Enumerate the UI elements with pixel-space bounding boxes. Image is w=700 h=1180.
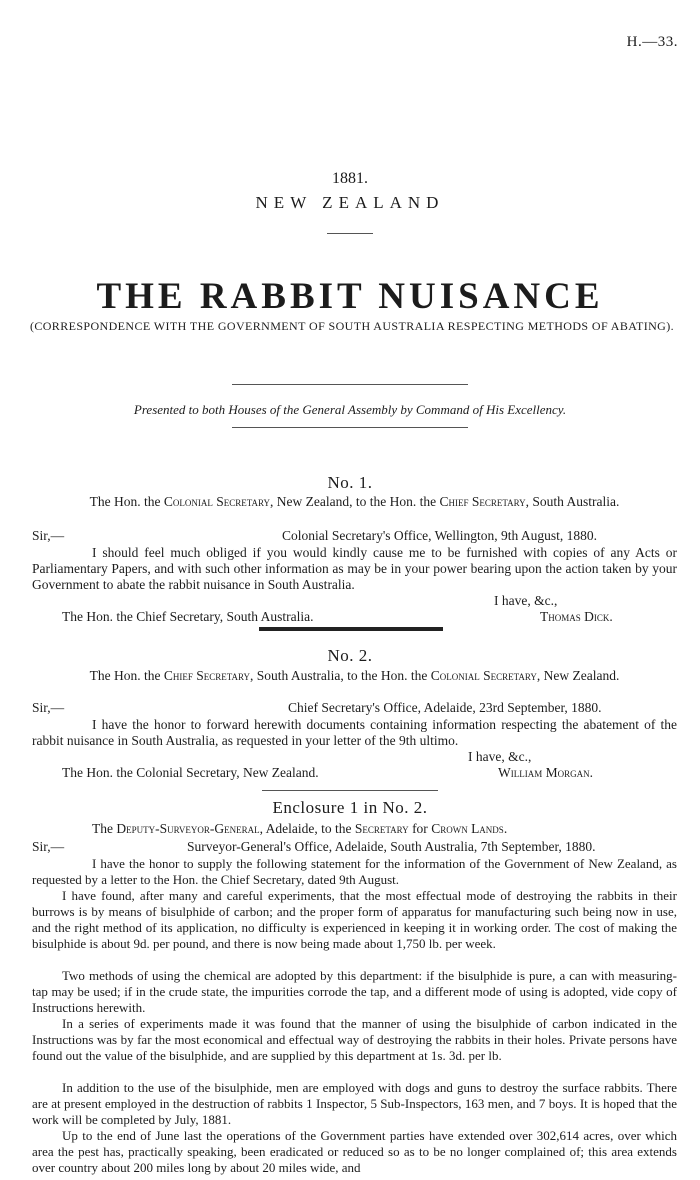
divider-below-presented — [232, 427, 468, 428]
letter-2-salutation: Sir,— — [32, 700, 65, 715]
letter-1-addressee: The Hon. the Chief Secretary, South Australia. — [62, 609, 314, 624]
letter-2-signature: William Morgan. — [498, 765, 593, 780]
parliamentary-paper-reference: H.—33. — [626, 34, 678, 50]
letter-1-signature: Thomas Dick. — [540, 609, 613, 624]
letter-1-heading: The Hon. the Colonial Secretary, New Zealand, to the Hon. the Chief Secretary, South Australia. — [89, 494, 620, 509]
letter-2-dateline: Chief Secretary's Office, Adelaide, 23rd September, 1880. — [288, 700, 602, 715]
letter-2-signoff-row — [32, 765, 677, 782]
short-divider — [327, 233, 373, 234]
letter-1-signoff-row — [32, 609, 677, 626]
enclosure-paragraph-2: I have found, after many and careful experiments, that the most effectual mode of destroying the rabbits in their burrows is by means of bisulphide of carbon; and the proper form of apparatus for manufacturing such being now in use, and the right method of its application, no difficulty is experienced in keeping it in working order. The cost of making the bisulphide is about 9d. per pound, and there is now being made about 1,750 lb. per week. — [32, 888, 677, 951]
enclosure-title: Enclosure 1 in No. 2. — [272, 798, 428, 817]
letter-2-heading: The Hon. the Chief Secretary, South Australia, to the Hon. the Colonial Secretary, New Zealand. — [89, 668, 620, 683]
enclosure-paragraph-4: In a series of experiments made it was found that the manner of using the bisulphide of carbon indicated in the Instructions was by far the most economical and effectual way of destroying the rabbits in their holes. Private persons have found out the value of the bisulphide, and are supplied by this department at 1s. 3d. per lb. — [32, 1016, 677, 1063]
enclosure-paragraph-5: In addition to the use of the bisulphide, men are employed with dogs and guns to destroy the surface rabbits. There are at present employed in the destruction of rabbits 1 Inspector, 5 Sub-Inspectors, 163 men, and 7 boys. It is hoped that the work will be completed by July, 1881. — [32, 1080, 677, 1127]
letter-separator — [259, 627, 443, 631]
letter-2-body: I have the honor to forward herewith documents containing information respecting the abatement of the rabbit nuisance in South Australia, as requested in your letter of the 9th ultimo. — [32, 717, 677, 748]
letter-2-addressee: The Hon. the Colonial Secretary, New Zealand. — [62, 765, 319, 780]
letter-1-closing: I have, &c., — [494, 593, 558, 608]
enclosure-salutation-row — [32, 839, 677, 856]
enclosure-paragraph-3: Two methods of using the chemical are adopted by this department: if the bisulphide is pure, a can with measuring-tap may be used; if in the crude state, the impurities corrode the tap, and a different mode of using is adopted, vide copy of Instructions herewith. — [32, 968, 677, 1015]
document-title: THE RABBIT NUISANCE — [96, 276, 604, 317]
enclosure-heading-row — [32, 821, 677, 838]
letter-2-closing: I have, &c., — [468, 749, 532, 764]
letter-1-salutation-row — [32, 528, 677, 545]
letter-2-closing-row — [32, 749, 677, 766]
enclosure-dateline: Surveyor-General's Office, Adelaide, South Australia, 7th September, 1880. — [187, 839, 596, 854]
letter-1-dateline: Colonial Secretary's Office, Wellington, 9th August, 1880. — [282, 528, 598, 543]
enclosure-divider — [262, 790, 438, 791]
document-year: 1881. — [332, 170, 368, 187]
enclosure-salutation: Sir,— — [32, 839, 65, 854]
letter-2-salutation-row — [32, 700, 677, 717]
letter-1-closing-row — [32, 593, 677, 610]
letter-1-body: I should feel much obliged if you would kindly cause me to be furnished with copies of any Acts or Parliamentary Papers, and with such other information as may be in your power bearing upon the action taken by your Government to abate the rabbit nuisance in South Australia. — [32, 545, 677, 592]
enclosure-heading: The Deputy-Surveyor-General, Adelaide, to the Secretary for Crown Lands. — [92, 821, 508, 836]
enclosure-paragraph-6: Up to the end of June last the operations of the Government parties have extended over 302,614 acres, over which area the pest has, practically speaking, been eradicated or reduced so as to be no longer complained of; this area extends over country about 200 miles long by about 20 miles wide, and — [32, 1128, 677, 1175]
enclosure-paragraph-1: I have the honor to supply the following statement for the information of the Government of New Zealand, as requested by a letter to the Hon. the Chief Secretary, dated 9th August. — [32, 856, 677, 887]
letter-1-salutation: Sir,— — [32, 528, 65, 543]
country-heading: NEW ZEALAND — [255, 193, 445, 212]
document-subtitle: (CORRESPONDENCE WITH THE GOVERNMENT OF SOUTH AUSTRALIA RESPECTING METHODS OF ABATING). — [29, 319, 675, 333]
letter-2-number: No. 2. — [327, 646, 373, 665]
divider-above-presented — [232, 384, 468, 385]
letter-1-number: No. 1. — [327, 473, 373, 492]
presentation-note: Presented to both Houses of the General Assembly by Command of His Excellency. — [133, 402, 567, 417]
